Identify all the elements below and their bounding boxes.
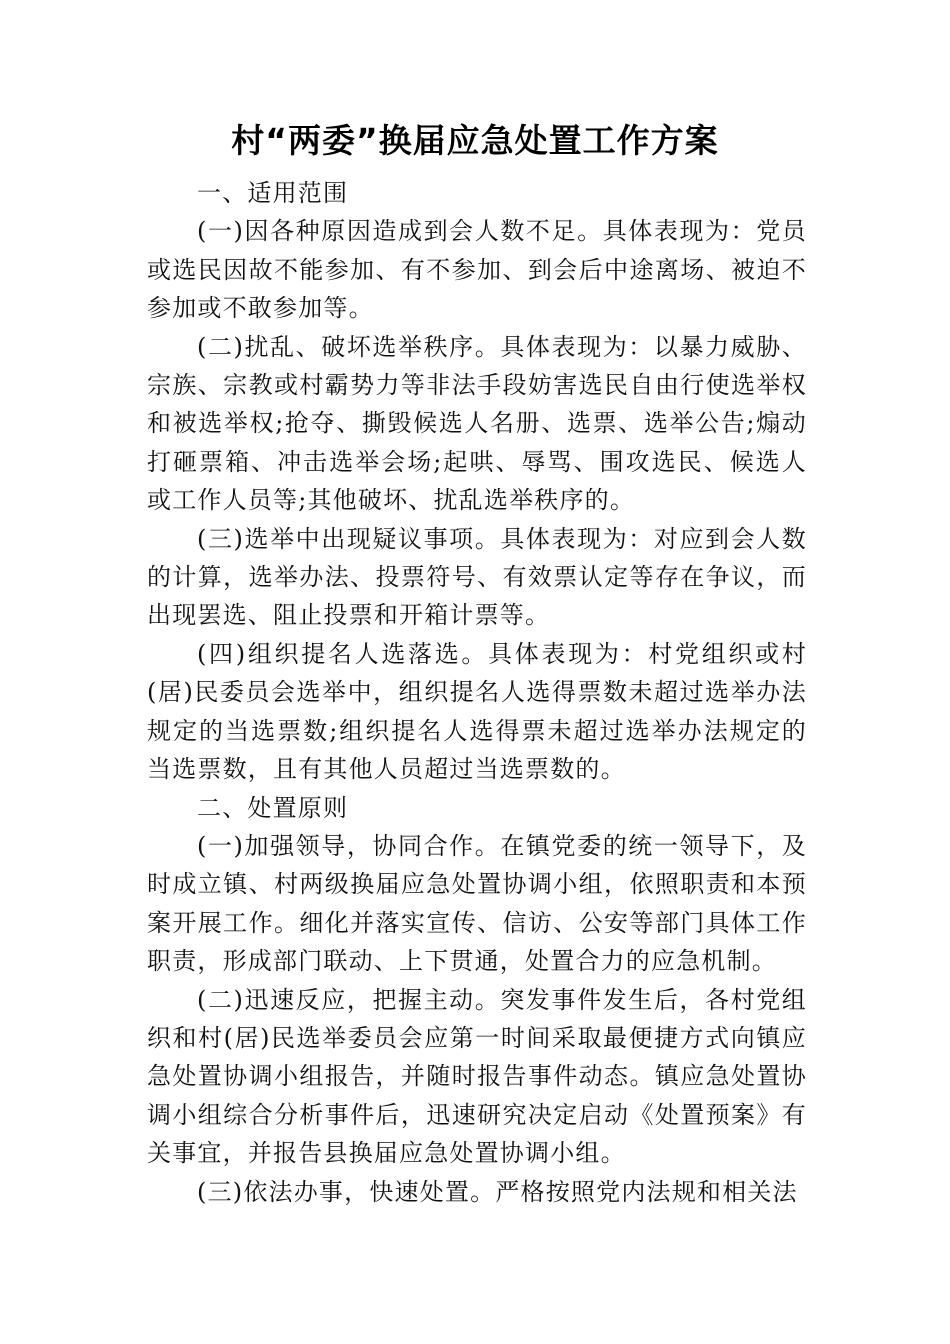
- paragraph: (一)加强领导，协同合作。在镇党委的统一领导下，及时成立镇、村两级换届应急处置协调小组，依照职责和本预案开展工作。细化并落实宣传、信访、公安等部门具体工作职责，形成部门联动、上下贯通，处置合力的应急机制。: [147, 831, 807, 976]
- document-body: [147, 174, 807, 1211]
- paragraph: (四)组织提名人选落选。具体表现为：村党组织或村(居)民委员会选举中，组织提名人选得票数未超过选举办法规定的当选票数;组织提名人选得票未超过选举办法规定的当选票数，且有其他人员超过当选票数的。: [147, 639, 807, 784]
- paragraph: (二)迅速反应，把握主动。突发事件发生后，各村党组织和村(居)民选举委员会应第一时间采取最便捷方式向镇应急处置协调小组报告，并随时报告事件动态。镇应急处置协调小组综合分析事件后，迅速研究决定启动《处置预案》有关事宜，并报告县换届应急处置协调小组。: [147, 985, 807, 1168]
- paragraph: (三)依法办事，快速处置。严格按照党内法规和相关法: [197, 1177, 798, 1206]
- section-heading: 二、处置原则: [197, 793, 349, 822]
- paragraph: (二)扰乱、破坏选举秩序。具体表现为：以暴力威胁、宗族、宗教或村霸势力等非法手段妨害选民自由行使选举权和被选举权;抢夺、撕毁候选人名册、选票、选举公告;煽动打砸票箱、冲击选举会场;起哄、辱骂、围攻选民、候选人或工作人员等;其他破坏、扰乱选举秩序的。: [147, 332, 807, 515]
- paragraph: (三)选举中出现疑议事项。具体表现为：对应到会人数的计算，选举办法、投票符号、有效票认定等存在争议，而出现罢选、阻止投票和开箱计票等。: [147, 524, 807, 630]
- section-heading: 一、适用范围: [197, 179, 349, 207]
- paragraph: (一)因各种原因造成到会人数不足。具体表现为：党员或选民因故不能参加、有不参加、到会后中途离场、被迫不参加或不敢参加等。: [147, 217, 807, 323]
- document-title: 村“两委”换届应急处置工作方案: [231, 121, 719, 160]
